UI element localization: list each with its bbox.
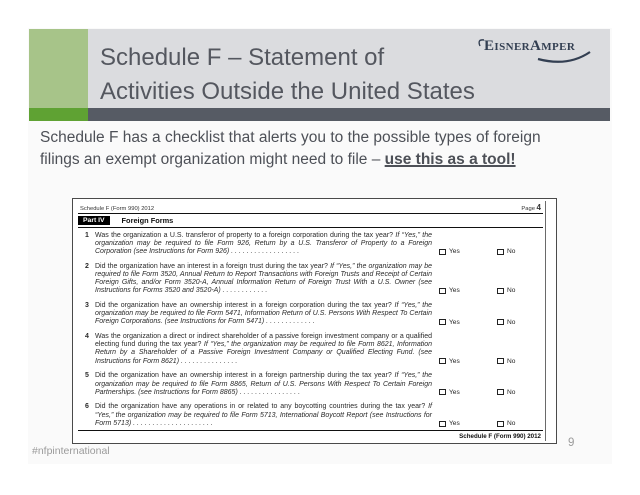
no-checkbox[interactable] — [497, 358, 504, 364]
form-page-indicator: Page 4 — [521, 203, 541, 212]
form-image — [72, 198, 557, 444]
slide-page-number: 9 — [568, 437, 575, 449]
question-number: 1 — [85, 231, 89, 239]
question-answers — [439, 302, 543, 327]
question-detail: If “Yes,” the organization may be required to file Form 8865, Return of U.S. Persons With Respect To Certain Foreign Partnerships. (see Instructions for Form 8865) . . . . . . . . . . . . . . . . — [95, 372, 432, 396]
question-number: 4 — [85, 333, 89, 341]
form-header — [78, 201, 543, 214]
form-header-left: Schedule F (Form 990) 2012 — [80, 206, 155, 212]
green-accent-block — [29, 29, 88, 108]
form-page-number: 4 — [536, 203, 541, 212]
question-row — [78, 372, 543, 397]
question-answers — [439, 333, 543, 366]
logo-text: EisnerAmper — [484, 38, 576, 54]
no-label: No — [507, 248, 516, 256]
yes-label: Yes — [449, 318, 460, 326]
no-option — [497, 319, 539, 326]
intro-paragraph — [40, 127, 567, 171]
yes-option — [439, 420, 497, 427]
question-lead: Did the organization have an interest in a foreign trust during the tax year? — [95, 262, 331, 270]
yes-checkbox[interactable] — [439, 319, 446, 325]
question-number: 2 — [85, 262, 89, 270]
no-label: No — [507, 287, 516, 295]
no-checkbox[interactable] — [497, 319, 504, 325]
yes-option — [439, 287, 497, 294]
no-label: No — [507, 357, 516, 365]
question-lead: Was the organization a direct or indirect shareholder of a passive foreign investment company or a qualified electing fund during the tax year? — [95, 333, 432, 349]
no-option — [497, 287, 539, 294]
question-detail: If “Yes,” the organization may be required to file Form 5713, International Boycott Report (see Instructions for Form 5713) . . . . . . . . . . . . . . . . . . . . . — [95, 403, 432, 427]
form-footer: Schedule F (Form 990) 2012 — [78, 430, 543, 442]
part-iv-label: Part IV — [78, 216, 110, 226]
question-answers — [439, 403, 543, 428]
eisneramper-logo — [476, 34, 598, 68]
slide — [28, 28, 612, 464]
question-number: 6 — [85, 403, 89, 411]
question-text — [95, 333, 432, 366]
question-detail: If “Yes,” the organization may be required to file Form 3520, Annual Return to Report Transactions with Foreign Trusts and Receipt of Certain Foreign Gifts, and/or Form 3520-A, Annual Information Return of Foreign Trust With a U.S. Owner (see Instructions for Forms 3520 and 3520-A) . . . . . . . . . . . . — [95, 262, 432, 295]
green-accent-strip — [29, 108, 88, 121]
yes-label: Yes — [449, 287, 460, 295]
question-lead: Did the organization have an ownership interest in a foreign corporation during the tax year? — [95, 301, 395, 309]
question-lead: Was the organization a U.S. transferor of property to a foreign corporation during the tax year? — [95, 231, 396, 239]
yes-checkbox[interactable] — [439, 358, 446, 364]
form-page — [76, 201, 546, 441]
yes-checkbox[interactable] — [439, 389, 446, 395]
header-underbar — [88, 108, 610, 121]
no-checkbox[interactable] — [497, 249, 504, 255]
question-detail: If “Yes,” the organization may be required to file Form 5471, Information Return of U.S. Persons With Respect To Certain Foreign Corporations. (see Instructions for Form 5471) . . . . . . . . . . . . . — [95, 301, 432, 326]
yes-checkbox[interactable] — [439, 249, 446, 255]
footer-hashtag: #nfpinternational — [32, 445, 110, 457]
question-text — [95, 372, 432, 397]
question-row — [78, 403, 543, 428]
yes-label: Yes — [449, 357, 460, 365]
no-option — [497, 248, 539, 255]
question-text — [95, 232, 432, 257]
question-lead: Did the organization have any operations in or related to any boycotting countries during the tax year? — [95, 403, 429, 411]
question-row — [78, 302, 543, 327]
question-text — [95, 263, 432, 296]
question-lead: Did the organization have an ownership interest in a foreign partnership during the tax year? — [95, 372, 395, 380]
page-title-line2: Activities Outside the United States — [100, 78, 475, 105]
question-answers — [439, 372, 543, 397]
no-label: No — [507, 388, 516, 396]
yes-option — [439, 319, 497, 326]
question-number: 5 — [85, 372, 89, 380]
no-label: No — [507, 318, 516, 326]
no-checkbox[interactable] — [497, 389, 504, 395]
no-label: No — [507, 420, 516, 428]
part-iv-row — [78, 214, 543, 228]
no-checkbox[interactable] — [497, 288, 504, 294]
question-answers — [439, 232, 543, 257]
yes-option — [439, 389, 497, 396]
yes-label: Yes — [449, 248, 460, 256]
no-option — [497, 358, 539, 365]
page-title-line1: Schedule F – Statement of — [100, 44, 385, 71]
question-row — [78, 232, 543, 257]
intro-emphasis: use this as a tool! — [384, 151, 516, 168]
question-row — [78, 333, 543, 366]
question-text — [95, 302, 432, 327]
yes-checkbox[interactable] — [439, 288, 446, 294]
yes-label: Yes — [449, 420, 460, 428]
yes-checkbox[interactable] — [439, 421, 446, 427]
question-answers — [439, 263, 543, 296]
yes-option — [439, 358, 497, 365]
question-detail: If “Yes,” the organization may be required to file Form 8621, Information Return by a Shareholder of a Passive Foreign Investment Company or Qualified Electing Fund. (see Instructions for Form 8621) . . . . . . . . . . . . . . . — [95, 341, 432, 365]
form-questions — [78, 228, 543, 429]
no-option — [497, 420, 539, 427]
yes-label: Yes — [449, 388, 460, 396]
no-option — [497, 389, 539, 396]
part-iv-title: Foreign Forms — [121, 215, 174, 225]
intro-text: Schedule F has a checklist that alerts you to the possible types of foreign filings an exempt organization might need to file – — [40, 129, 541, 168]
question-detail: If “Yes,” the organization may be required to file Form 926, Return by a U.S. Transferor of Property to a Foreign Corporation (see Instructions for Form 926) . . . . . . . . . . . . . . . . . . — [95, 231, 432, 255]
no-checkbox[interactable] — [497, 421, 504, 427]
yes-option — [439, 248, 497, 255]
page-title — [100, 41, 520, 109]
question-row — [78, 263, 543, 296]
question-number: 3 — [85, 301, 89, 309]
question-text — [95, 403, 432, 428]
